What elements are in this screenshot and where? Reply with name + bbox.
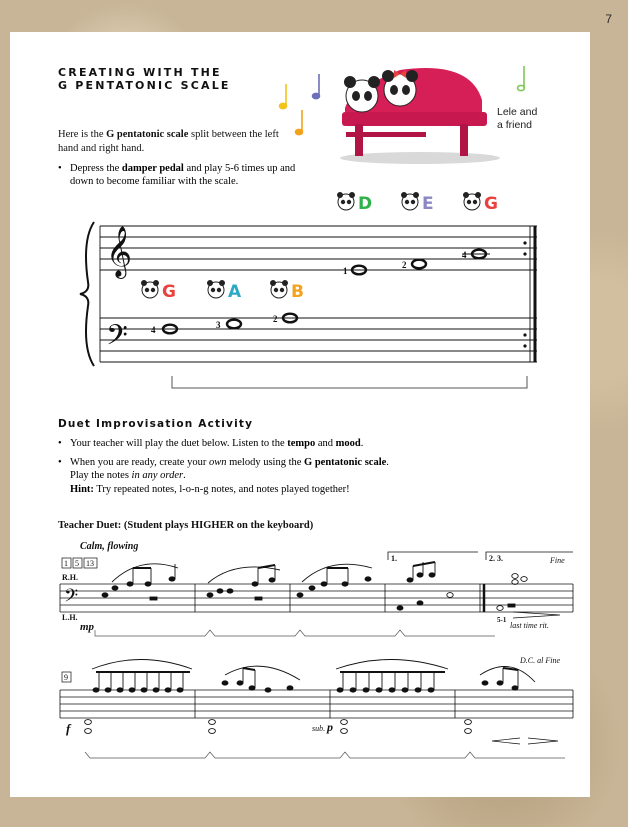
letter-a: A [228,282,242,302]
repeat-dots [523,241,526,347]
brace-icon [80,222,94,366]
db2-pre: When you are ready, create your [70,456,209,468]
letter-g-rh: G [484,194,498,214]
rh-label: R.H. [62,573,78,582]
db1-pre: Your teacher will play the duet below. Listen to the [70,438,288,449]
dynamic-p: p [327,720,333,734]
hairpins-2 [492,738,558,744]
dc-al-fine: D.C. al Fine [520,656,560,665]
bass-clef-icon: 𝄢 [106,321,128,358]
fingering-5-1: 5-1 [497,616,507,624]
bass-clef-icon: 𝄢 [64,585,79,610]
svg-text:4: 4 [462,250,467,260]
db2-line2-italic: in any order [131,470,184,481]
duet-notes-system-1 [102,562,527,610]
db2-line2-pre: Play the notes [70,470,132,481]
pedal-bracket [172,376,527,388]
db2-own: own [208,456,227,468]
duet-notes-system-2 [85,660,535,734]
letter-e: E [422,194,434,214]
db1-mid: and [315,438,336,449]
treble-clef-icon: 𝄞 [106,227,133,276]
hint-label: Hint: [70,483,94,495]
dynamic-f: f [66,721,71,736]
svg-text:4: 4 [151,325,156,335]
ending-1: 1. [391,554,397,563]
tempo-marking: Calm, flowing [80,541,139,552]
measure-number-5: 5 [75,559,79,568]
sub-marking: sub. [312,724,326,733]
bullet1-post: and play 5-6 times up and down to become familiar with the scale. [70,163,296,187]
measure-number-13: 13 [86,559,94,568]
db2-bold: G pentatonic scale [304,456,387,468]
bullet1-bold: damper pedal [121,163,184,174]
db2-post: . [386,456,389,468]
measure-number-boxes [62,558,97,568]
pedal-marks-1 [95,630,495,636]
letter-b: B [291,282,304,302]
volta-brackets [388,552,573,560]
fine-marking: Fine [550,556,565,565]
letter-g-lh: G [162,282,176,302]
db2-mid: melody using the [226,456,305,468]
duet-staff-1 [60,584,573,612]
caption-line-2: a friend [497,119,533,131]
lh-label: L.H. [62,613,78,622]
bullet1-pre: Depress the [70,163,122,174]
svg-text:3: 3 [216,320,221,330]
last-time-rit: last time rit. [510,621,549,630]
pedal-marks-2 [85,752,565,758]
teacher-duet-heading: Teacher Duet: (Student plays HIGHER on the keyboard) [58,520,314,531]
title-line-1: CREATING WITH THE [58,66,222,79]
treble-staff [100,226,537,270]
hint-text: Try repeated notes, l-o-n-g notes, and notes played together! [93,483,350,495]
decrescendo-hairpin [513,612,560,618]
measure-number-9: 9 [64,673,68,682]
db2-line2-post: . [183,470,186,481]
letter-d: D [358,194,373,214]
section-title: Duet Improvisation Activity [58,418,254,430]
db1-post: . [360,438,364,449]
measure-number-1: 1 [64,559,68,568]
db1-mood: mood [335,438,361,449]
title-line-2: G PENTATONIC SCALE [58,79,231,92]
intro-pre: Here is the [58,129,107,140]
dynamic-mp: mp [80,621,95,633]
intro-post: split between the left hand and right hand. [58,129,279,154]
svg-text:2: 2 [402,260,407,270]
svg-text:2: 2 [273,314,278,324]
caption-line-1: Lele and [497,106,538,118]
page-number: 7 [605,12,612,26]
ending-2-3: 2. 3. [489,554,503,563]
db1-tempo: tempo [287,438,316,449]
intro-bold: G pentatonic scale [106,129,189,140]
piano-illustration [340,68,500,164]
finger-numbers [151,250,467,335]
duet-staff-2 [60,690,573,718]
svg-text:1: 1 [343,266,348,276]
